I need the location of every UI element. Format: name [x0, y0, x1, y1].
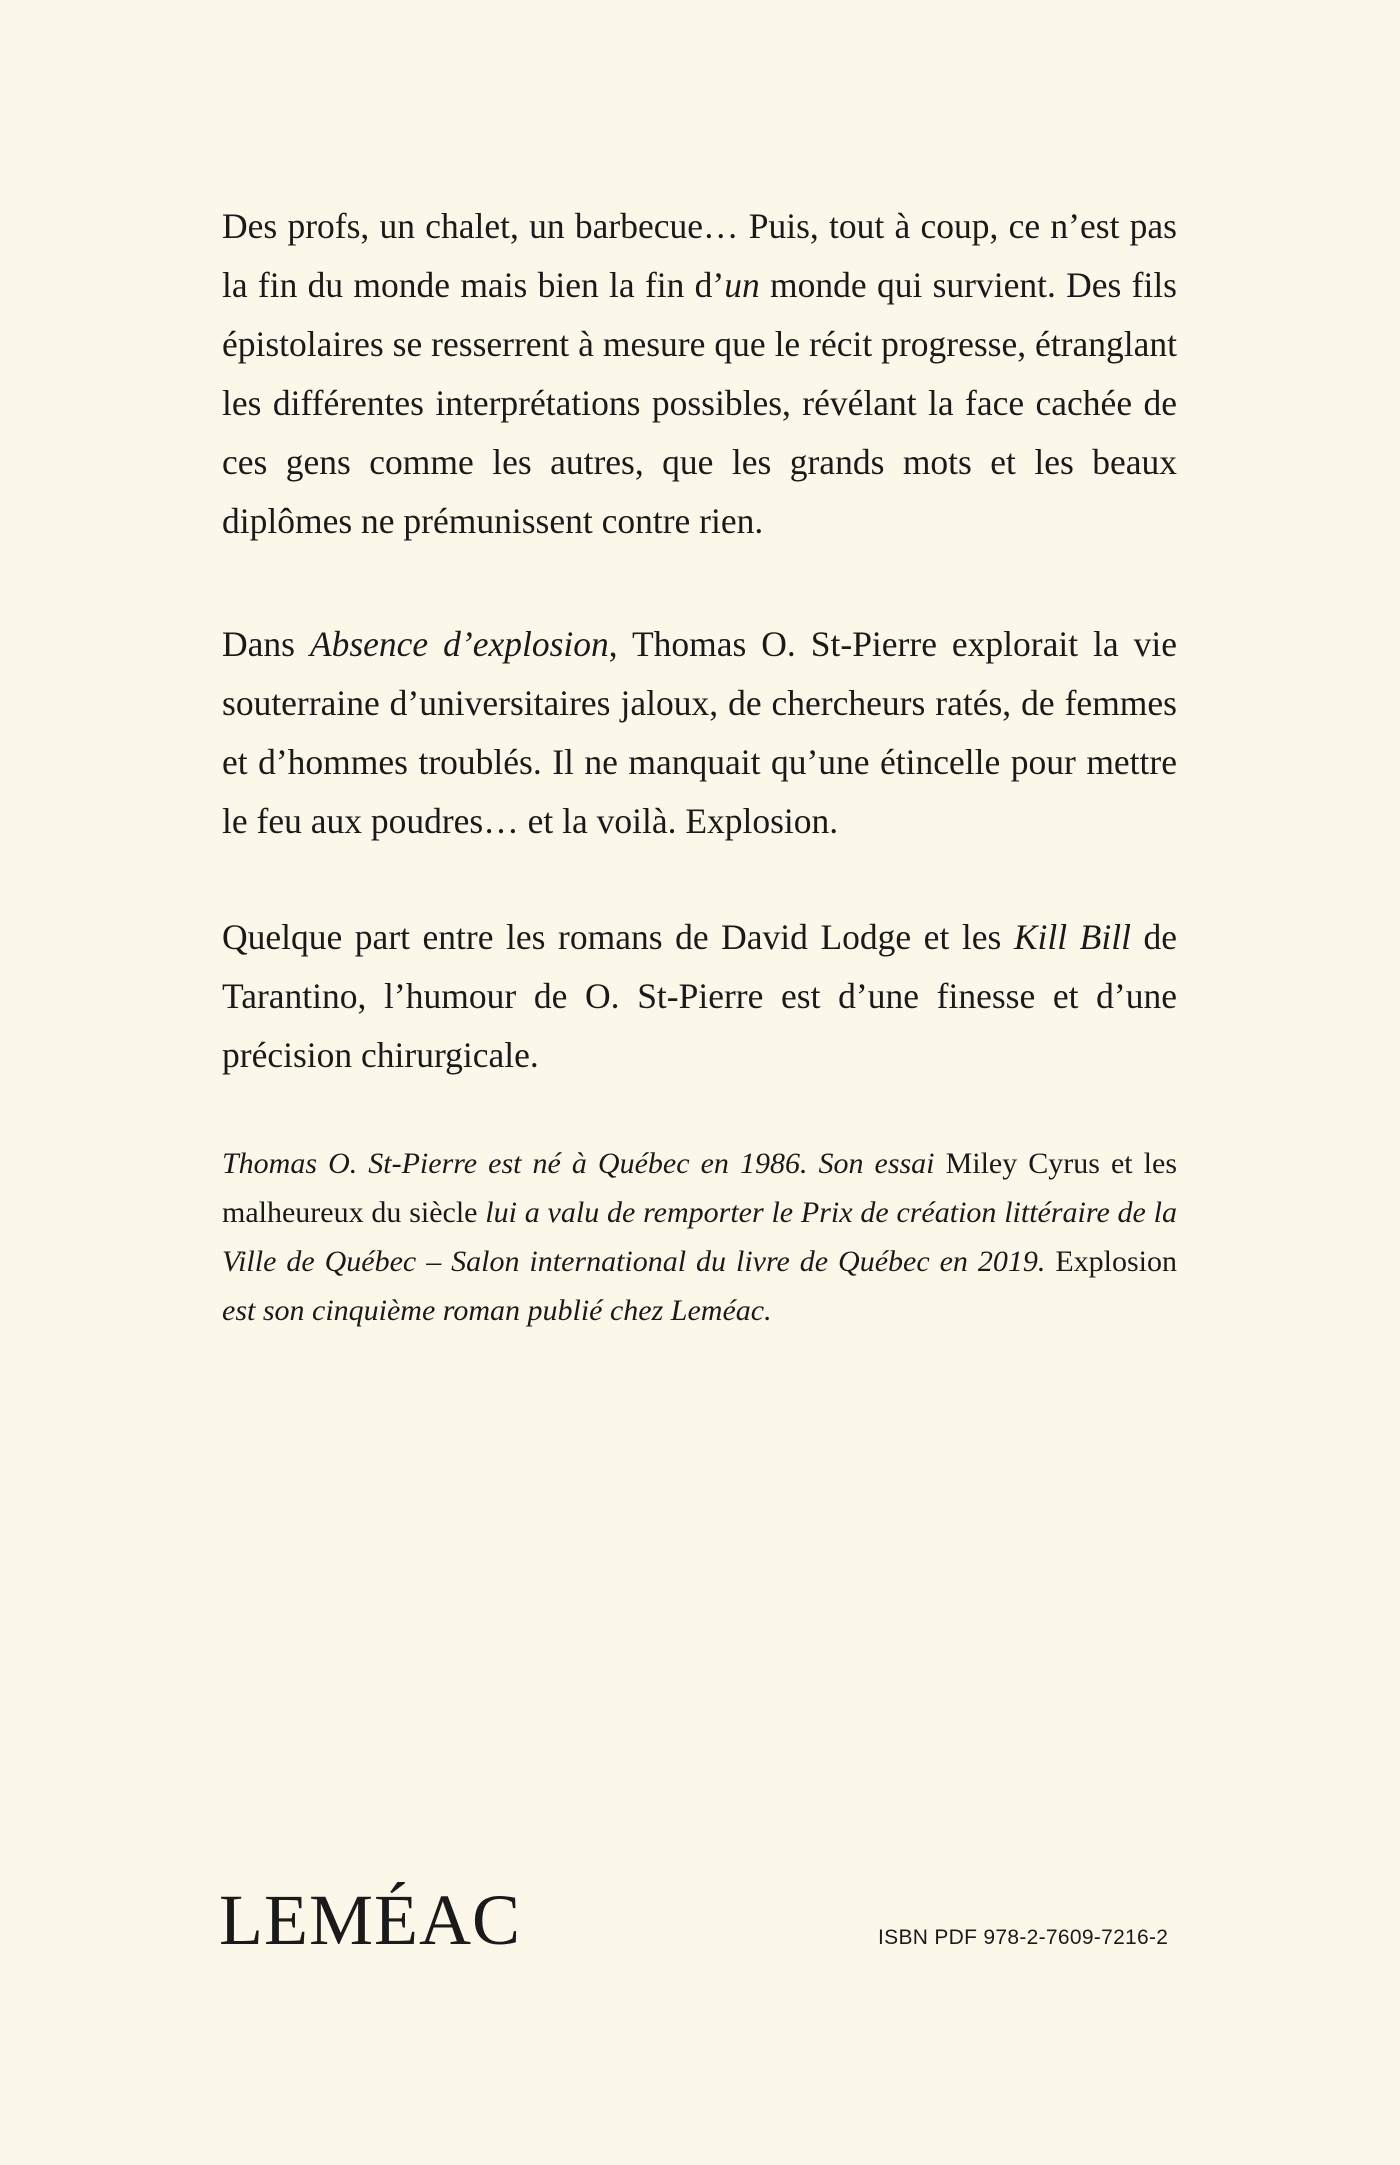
- blurb-1-text-b: monde qui survient. Des fils épistolaires se resserrent à mesure que le récit progresse, étranglant les différentes interprétations possibles, révélant la face cachée de ces gens comme les autres, que les grands mots et les beaux diplômes ne prémunissent contre rien.: [222, 265, 1177, 541]
- blurb-paragraph-1: [222, 197, 1177, 551]
- blurb-1-emphasis: un: [724, 265, 760, 305]
- blurb-1-text-a: Des profs, un chalet, un barbecue… Puis, tout à coup, ce n’est pas la fin du monde mais bien la fin d’: [222, 206, 1177, 305]
- blurb-3-text-b: de Tarantino, l’humour de O. St-Pierre est d’une finesse et d’une précision chirurgicale.: [222, 917, 1177, 1075]
- blurb-3-film-title: Kill Bill: [1013, 917, 1131, 957]
- author-bio: [222, 1139, 1177, 1335]
- bio-novel-title: Explosion: [1055, 1245, 1177, 1278]
- blurb-2-text-a: Dans: [222, 624, 310, 664]
- isbn-label: ISBN PDF 978-2-7609-7216-2: [878, 1926, 1169, 1949]
- bio-text-b: lui a valu de remporter le Prix de création littéraire de la Ville de Québec – Salon international du livre de Québec en 2019.: [222, 1196, 1177, 1278]
- bio-text-c: est son cinquième roman publié chez Leméac.: [222, 1294, 772, 1327]
- blurb-3-text-a: Quelque part entre les romans de David Lodge et les: [222, 917, 1014, 957]
- publisher-logo: LEMÉAC: [219, 1880, 521, 1960]
- bio-text-a: Thomas O. St-Pierre est né à Québec en 1986. Son essai: [222, 1147, 946, 1180]
- blurb-2-book-title: Absence d’explosion: [309, 624, 609, 664]
- blurb-2-text-b: , Thomas O. St-Pierre explorait la vie souterraine d’universitaires jaloux, de chercheurs ratés, de femmes et d’hommes troublés. Il ne manquait qu’une étincelle pour mettre le feu aux poudres… et la voilà. Explosion.: [222, 624, 1177, 841]
- blurb-paragraph-2: [222, 615, 1177, 851]
- blurb-paragraph-3: [222, 908, 1177, 1085]
- bio-essay-title: Miley Cyrus et les malheureux du siècle: [222, 1147, 1178, 1229]
